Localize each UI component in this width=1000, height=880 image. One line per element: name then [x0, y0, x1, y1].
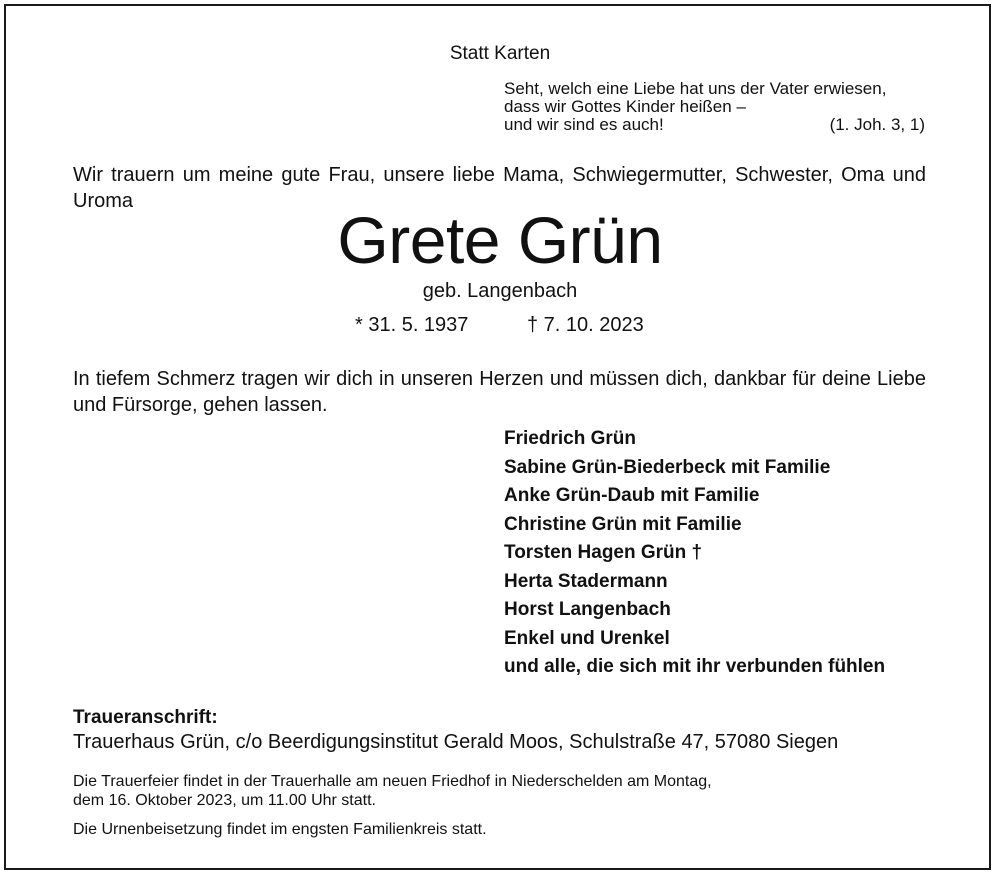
verse-line-1: Seht, welch eine Liebe hat uns der Vater erwiesen,	[504, 79, 887, 98]
verse-line-3-text: und wir sind es auch!	[504, 115, 664, 134]
verse-line-3	[504, 116, 925, 134]
bible-verse	[504, 80, 925, 134]
mourner-item: Torsten Hagen Grün †	[504, 542, 703, 563]
mourner-item: Herta Stadermann	[504, 570, 668, 592]
mourner-item: Horst Langenbach	[504, 599, 671, 620]
funeral-notice-line-2: dem 16. Oktober 2023, um 11.00 Uhr statt.	[73, 792, 376, 809]
verse-line-2: dass wir Gottes Kinder heißen –	[504, 97, 746, 116]
grief-text: In tiefem Schmerz tragen wir dich in unseren Herzen und müssen dich, dankbar für deine Liebe und Fürsorge, gehen lassen.	[73, 368, 926, 416]
address-text: Trauerhaus Grün, c/o Beerdigungsinstitut Gerald Moos, Schulstraße 47, 57080 Siegen	[73, 731, 839, 753]
deceased-name: Grete Grün	[337, 203, 663, 277]
mourner-item: Enkel und Urenkel	[504, 627, 670, 649]
statt-karten-header: Statt Karten	[449, 43, 551, 64]
urn-notice: Die Urnenbeisetzung findet im engsten Familienkreis statt.	[73, 821, 487, 838]
mourners-list	[504, 425, 885, 682]
funeral-notice	[73, 772, 712, 810]
verse-reference: (1. Joh. 3, 1)	[829, 115, 925, 134]
mourner-item: und alle, die sich mit ihr verbunden fühlen	[504, 656, 886, 677]
address-label: Traueranschrift:	[73, 707, 218, 728]
mourner-item: Friedrich Grün	[504, 428, 636, 449]
death-date: † 7. 10. 2023	[527, 314, 644, 336]
birth-date: * 31. 5. 1937	[355, 314, 469, 336]
mourner-item: Sabine Grün-Biederbeck mit Familie	[504, 456, 831, 478]
mourner-item: Anke Grün-Daub mit Familie	[504, 485, 760, 506]
funeral-notice-line-1: Die Trauerfeier findet in der Trauerhalle am neuen Friedhof in Niederschelden am Montag,	[73, 773, 712, 790]
mourner-item: Christine Grün mit Familie	[504, 513, 742, 535]
intro-text: Wir trauern um meine gute Frau, unsere liebe Mama, Schwiegermutter, Schwester, Oma und Uroma	[73, 164, 926, 212]
maiden-name: geb. Langenbach	[422, 280, 578, 302]
